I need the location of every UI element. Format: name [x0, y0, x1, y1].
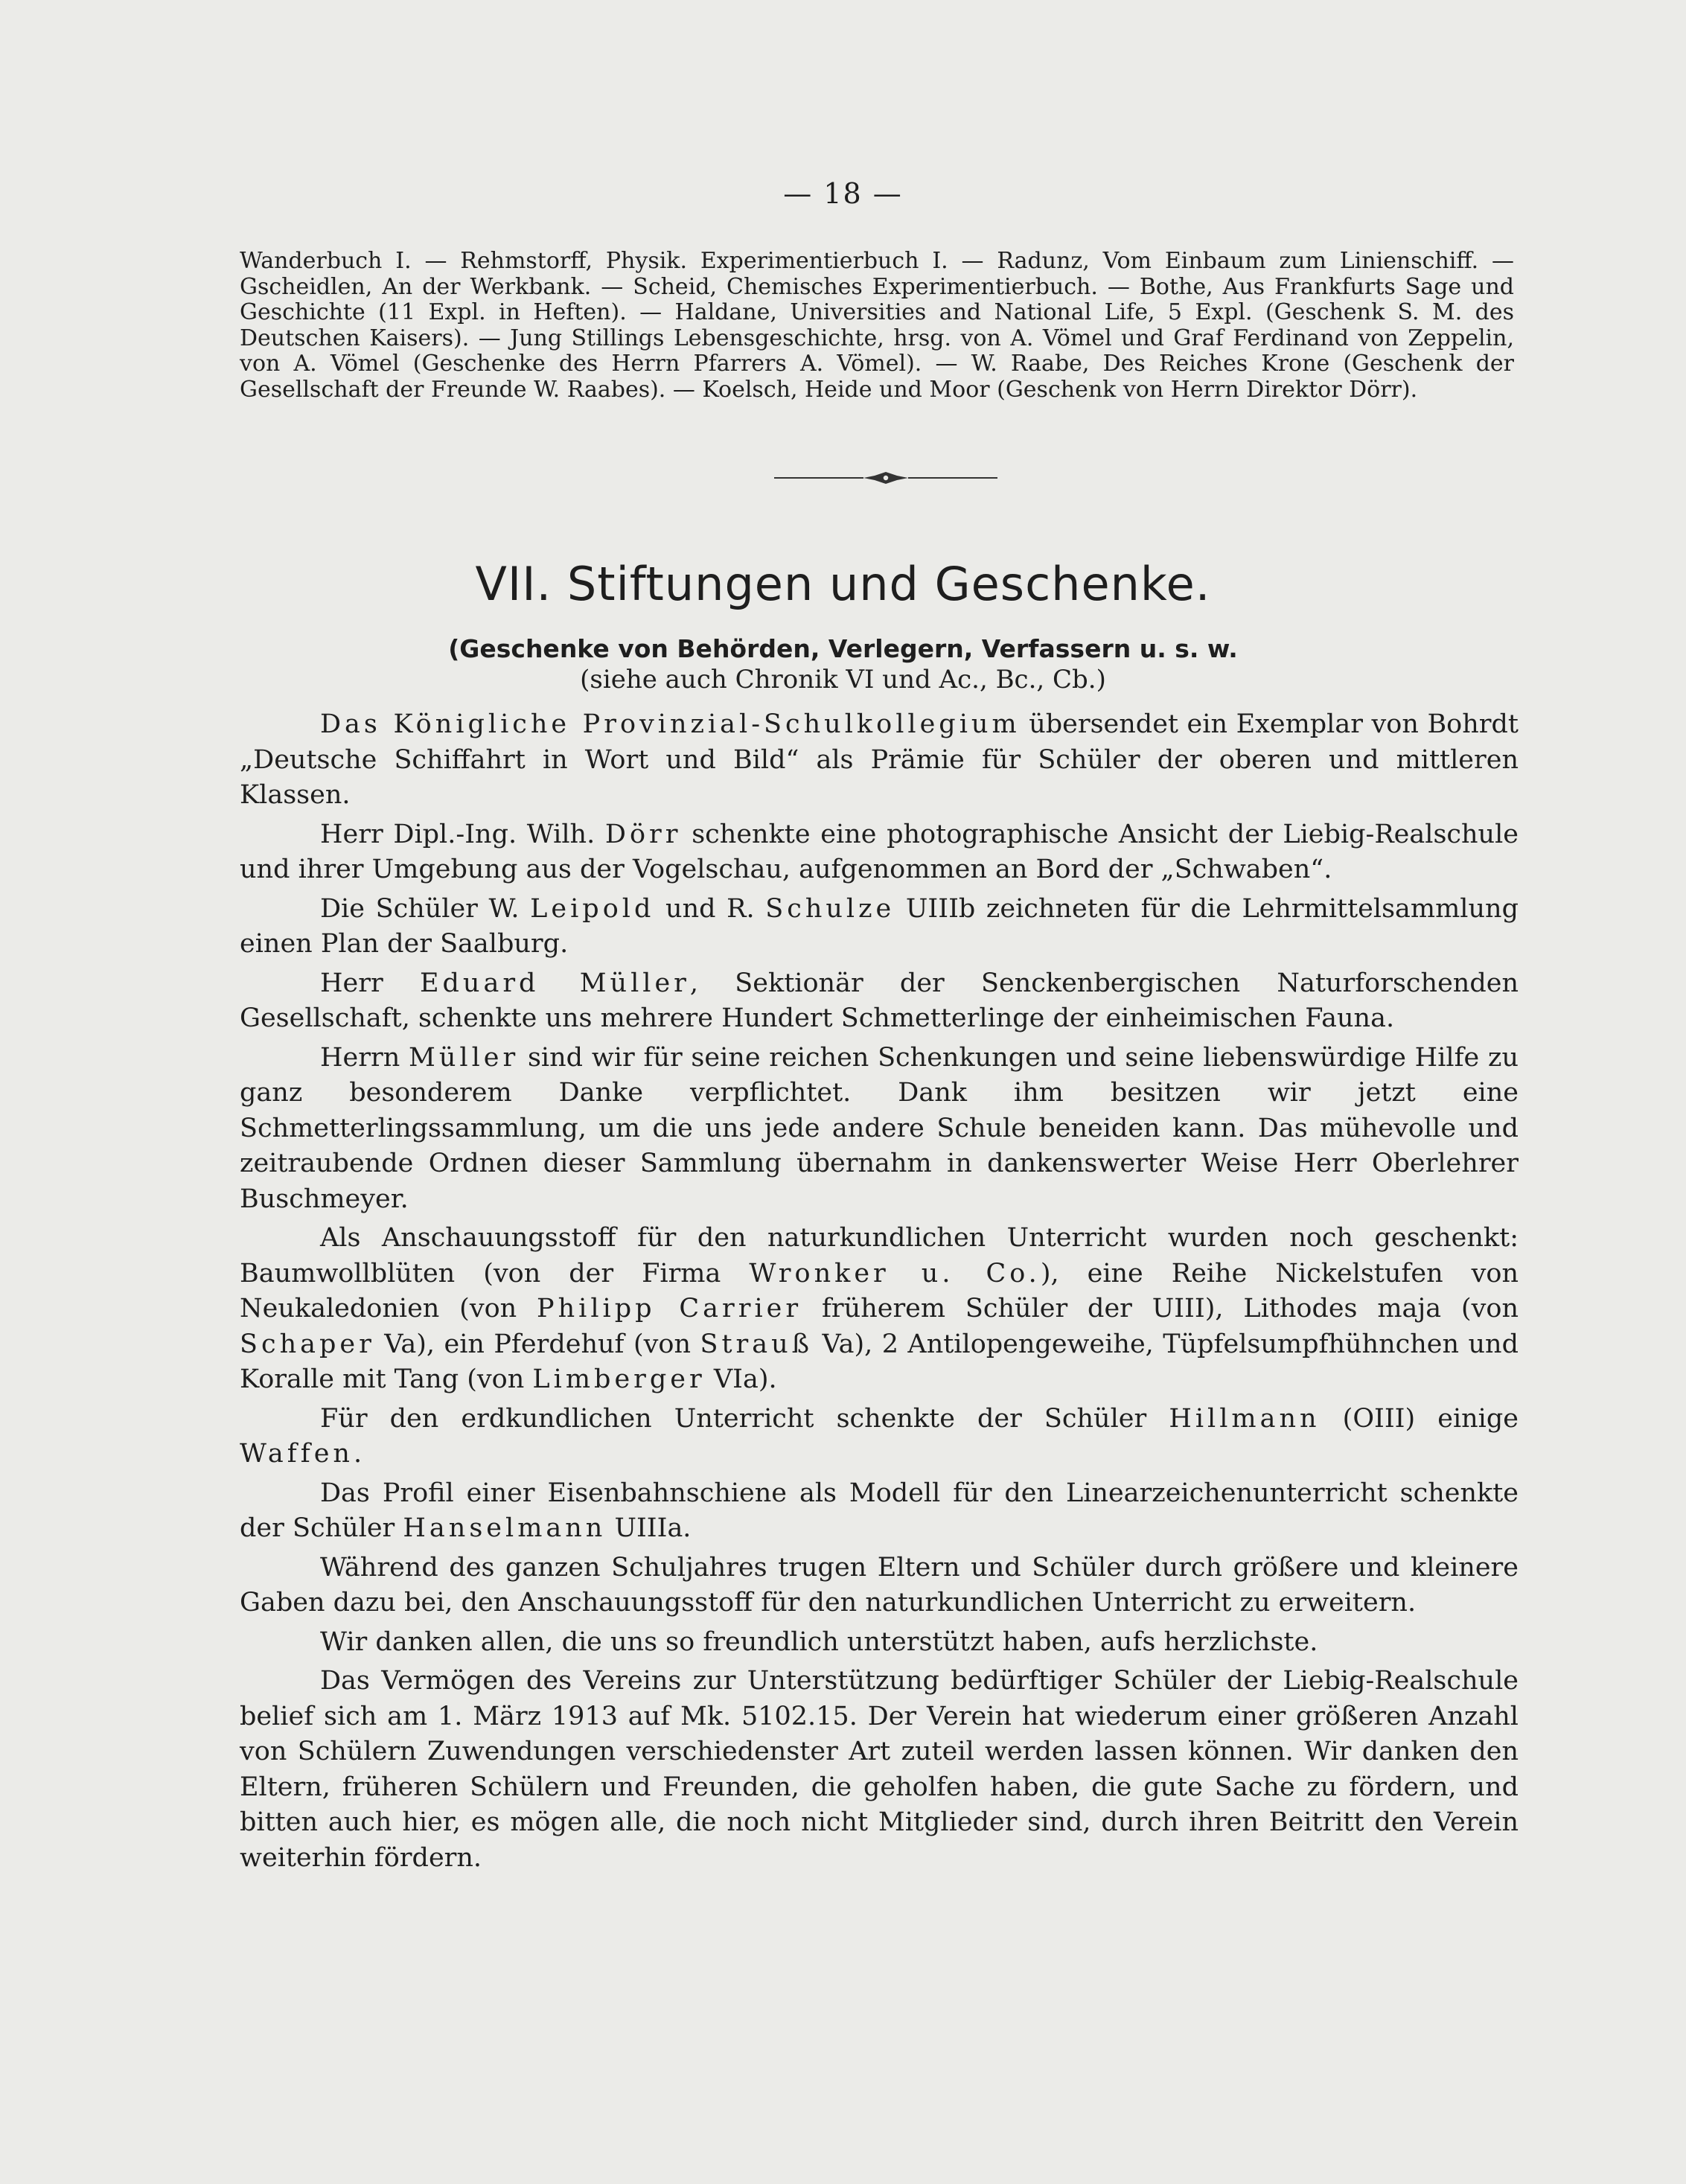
- spaced-name: Philipp Carrier: [537, 1294, 802, 1324]
- section-title: VII. Stiftungen und Geschenke.: [475, 557, 1211, 611]
- paragraph: Wir danken allen, die uns so freundlich unterstützt haben, aufs herzlichste.: [320, 1626, 1318, 1657]
- paragraph: Als Anschauungsstoff für den naturkundlichen Unterricht wurden noch geschenkt: Baumwollblüten (von der Firma Wronker u. Co.), eine Reihe Nickelstufen von Neukaledonien (von Philipp Carrier früherem Schüler der UIII), Lithodes maja (von Schaper Va), ein Pferdehuf (von Strauß Va), 2 Antilopengeweihe, Tüpfelsumpfhühnchen und Koralle mit Tang (von Limberger VIa).: [240, 1223, 1519, 1394]
- paragraph: Das Königliche Provinzial-Schulkollegium übersendet ein Exemplar von Bohrdt „Deutsche Schiffahrt in Wort und Bild“ als Prämie für Schüler der oberen und mittleren Klassen.: [240, 709, 1519, 810]
- section-note: (siehe auch Chronik VI und Ac., Bc., Cb.): [580, 665, 1106, 695]
- book-list-text: Wanderbuch I. — Rehmstorff, Physik. Experimentierbuch I. — Radunz, Vom Einbaum zum Linienschiff. — Gscheidlen, An der Werkbank. — Scheid, Chemisches Experimentierbuch. — Bothe, Aus Frankfurts Sage und Geschichte (11 Expl. in Heften). — Haldane, Universities and National Life, 5 Expl. (Geschenk S. M. des Deutschen Kaisers). — Jung Stillings Lebensgeschichte, hrsg. von A. Vömel und Graf Ferdinand von Zeppelin, von A. Vömel (Geschenke des Herrn Pfarrers A. Vömel). — W. Raabe, Des Reiches Krone (Geschenk der Gesellschaft der Freunde W. Raabes). — Koelsch, Heide und Moor (Geschenk von Herrn Direktor Dörr).: [240, 248, 1514, 403]
- book-list-continuation: [240, 249, 1514, 403]
- spaced-name: Hanselmann: [403, 1513, 607, 1543]
- paragraph: Das Profil einer Eisenbahnschiene als Modell für den Linearzeichenunterricht schenkte der Schüler Hanselmann UIIIa.: [240, 1478, 1519, 1543]
- paragraph: Für den erdkundlichen Unterricht schenkte der Schüler Hillmann (OIII) einige Waffen.: [240, 1403, 1519, 1469]
- spaced-name: Schulze: [765, 893, 895, 924]
- ornament-divider: [774, 469, 997, 487]
- paragraph: Herrn Müller sind wir für seine reichen Schenkungen und seine liebenswürdige Hilfe zu ganz besonderem Danke verpflichtet. Dank ihm besitzen wir jetzt eine Schmetterlingssammlung, um die uns jede andere Schule beneiden kann. Das mühevolle und zeitraubende Ordnen dieser Sammlung übernahm in dankenswerter Weise Herr Oberlehrer Buschmeyer.: [240, 1042, 1519, 1214]
- paragraph: Während des ganzen Schuljahres trugen Eltern und Schüler durch größere und kleinere Gaben dazu bei, den Anschauungsstoff für den naturkundlichen Unterricht zu erweitern.: [240, 1552, 1519, 1618]
- page-number: — 18 —: [783, 177, 903, 210]
- paragraph: Herr Dipl.-Ing. Wilh. Dörr schenkte eine photographische Ansicht der Liebig-Realschule und ihrer Umgebung aus der Vogelschau, aufgenommen an Bord der „Schwaben“.: [240, 819, 1519, 884]
- spaced-name: Limberger: [532, 1364, 706, 1394]
- paragraph: Herr Eduard Müller, Sektionär der Senckenbergischen Naturforschenden Gesellschaft, schenkte uns mehrere Hundert Schmetterlinge der einheimischen Fauna.: [240, 968, 1519, 1033]
- spaced-text: Waffen: [240, 1439, 354, 1469]
- section-subtitle: (Geschenke von Behörden, Verlegern, Verfassern u. s. w.: [448, 634, 1238, 663]
- paragraph: Die Schüler W. Leipold und R. Schulze UIIIb zeichneten für die Lehrmittelsammlung einen Plan der Saalburg.: [240, 893, 1519, 959]
- spaced-name: Eduard Müller: [419, 968, 690, 998]
- paragraph: Das Vermögen des Vereins zur Unterstützung bedürftiger Schüler der Liebig-Realschule belief sich am 1. März 1913 auf Mk. 5102.15. Der Verein hat wiederum einer größeren Anzahl von Schülern Zuwendungen verschiedenster Art zuteil werden lassen können. Wir danken den Eltern, früheren Schülern und Freunden, die geholfen haben, die gute Sache zu fördern, und bitten auch hier, es mögen alle, die noch nicht Mitglieder sind, durch ihren Beitritt den Verein weiterhin fördern.: [240, 1666, 1519, 1873]
- spaced-name: Dörr: [604, 819, 682, 849]
- spaced-name: Schaper: [240, 1329, 375, 1359]
- body-text: [240, 707, 1519, 1880]
- spaced-name: Leipold: [530, 893, 655, 924]
- spaced-name: Strauß: [700, 1329, 814, 1359]
- spaced-name: Wronker u. Co.: [749, 1258, 1041, 1289]
- spaced-name: Müller: [409, 1042, 520, 1073]
- spaced-name: Hillmann: [1169, 1403, 1321, 1434]
- spaced-text: Das Königliche Provinzial-Schulkollegium: [320, 709, 1021, 739]
